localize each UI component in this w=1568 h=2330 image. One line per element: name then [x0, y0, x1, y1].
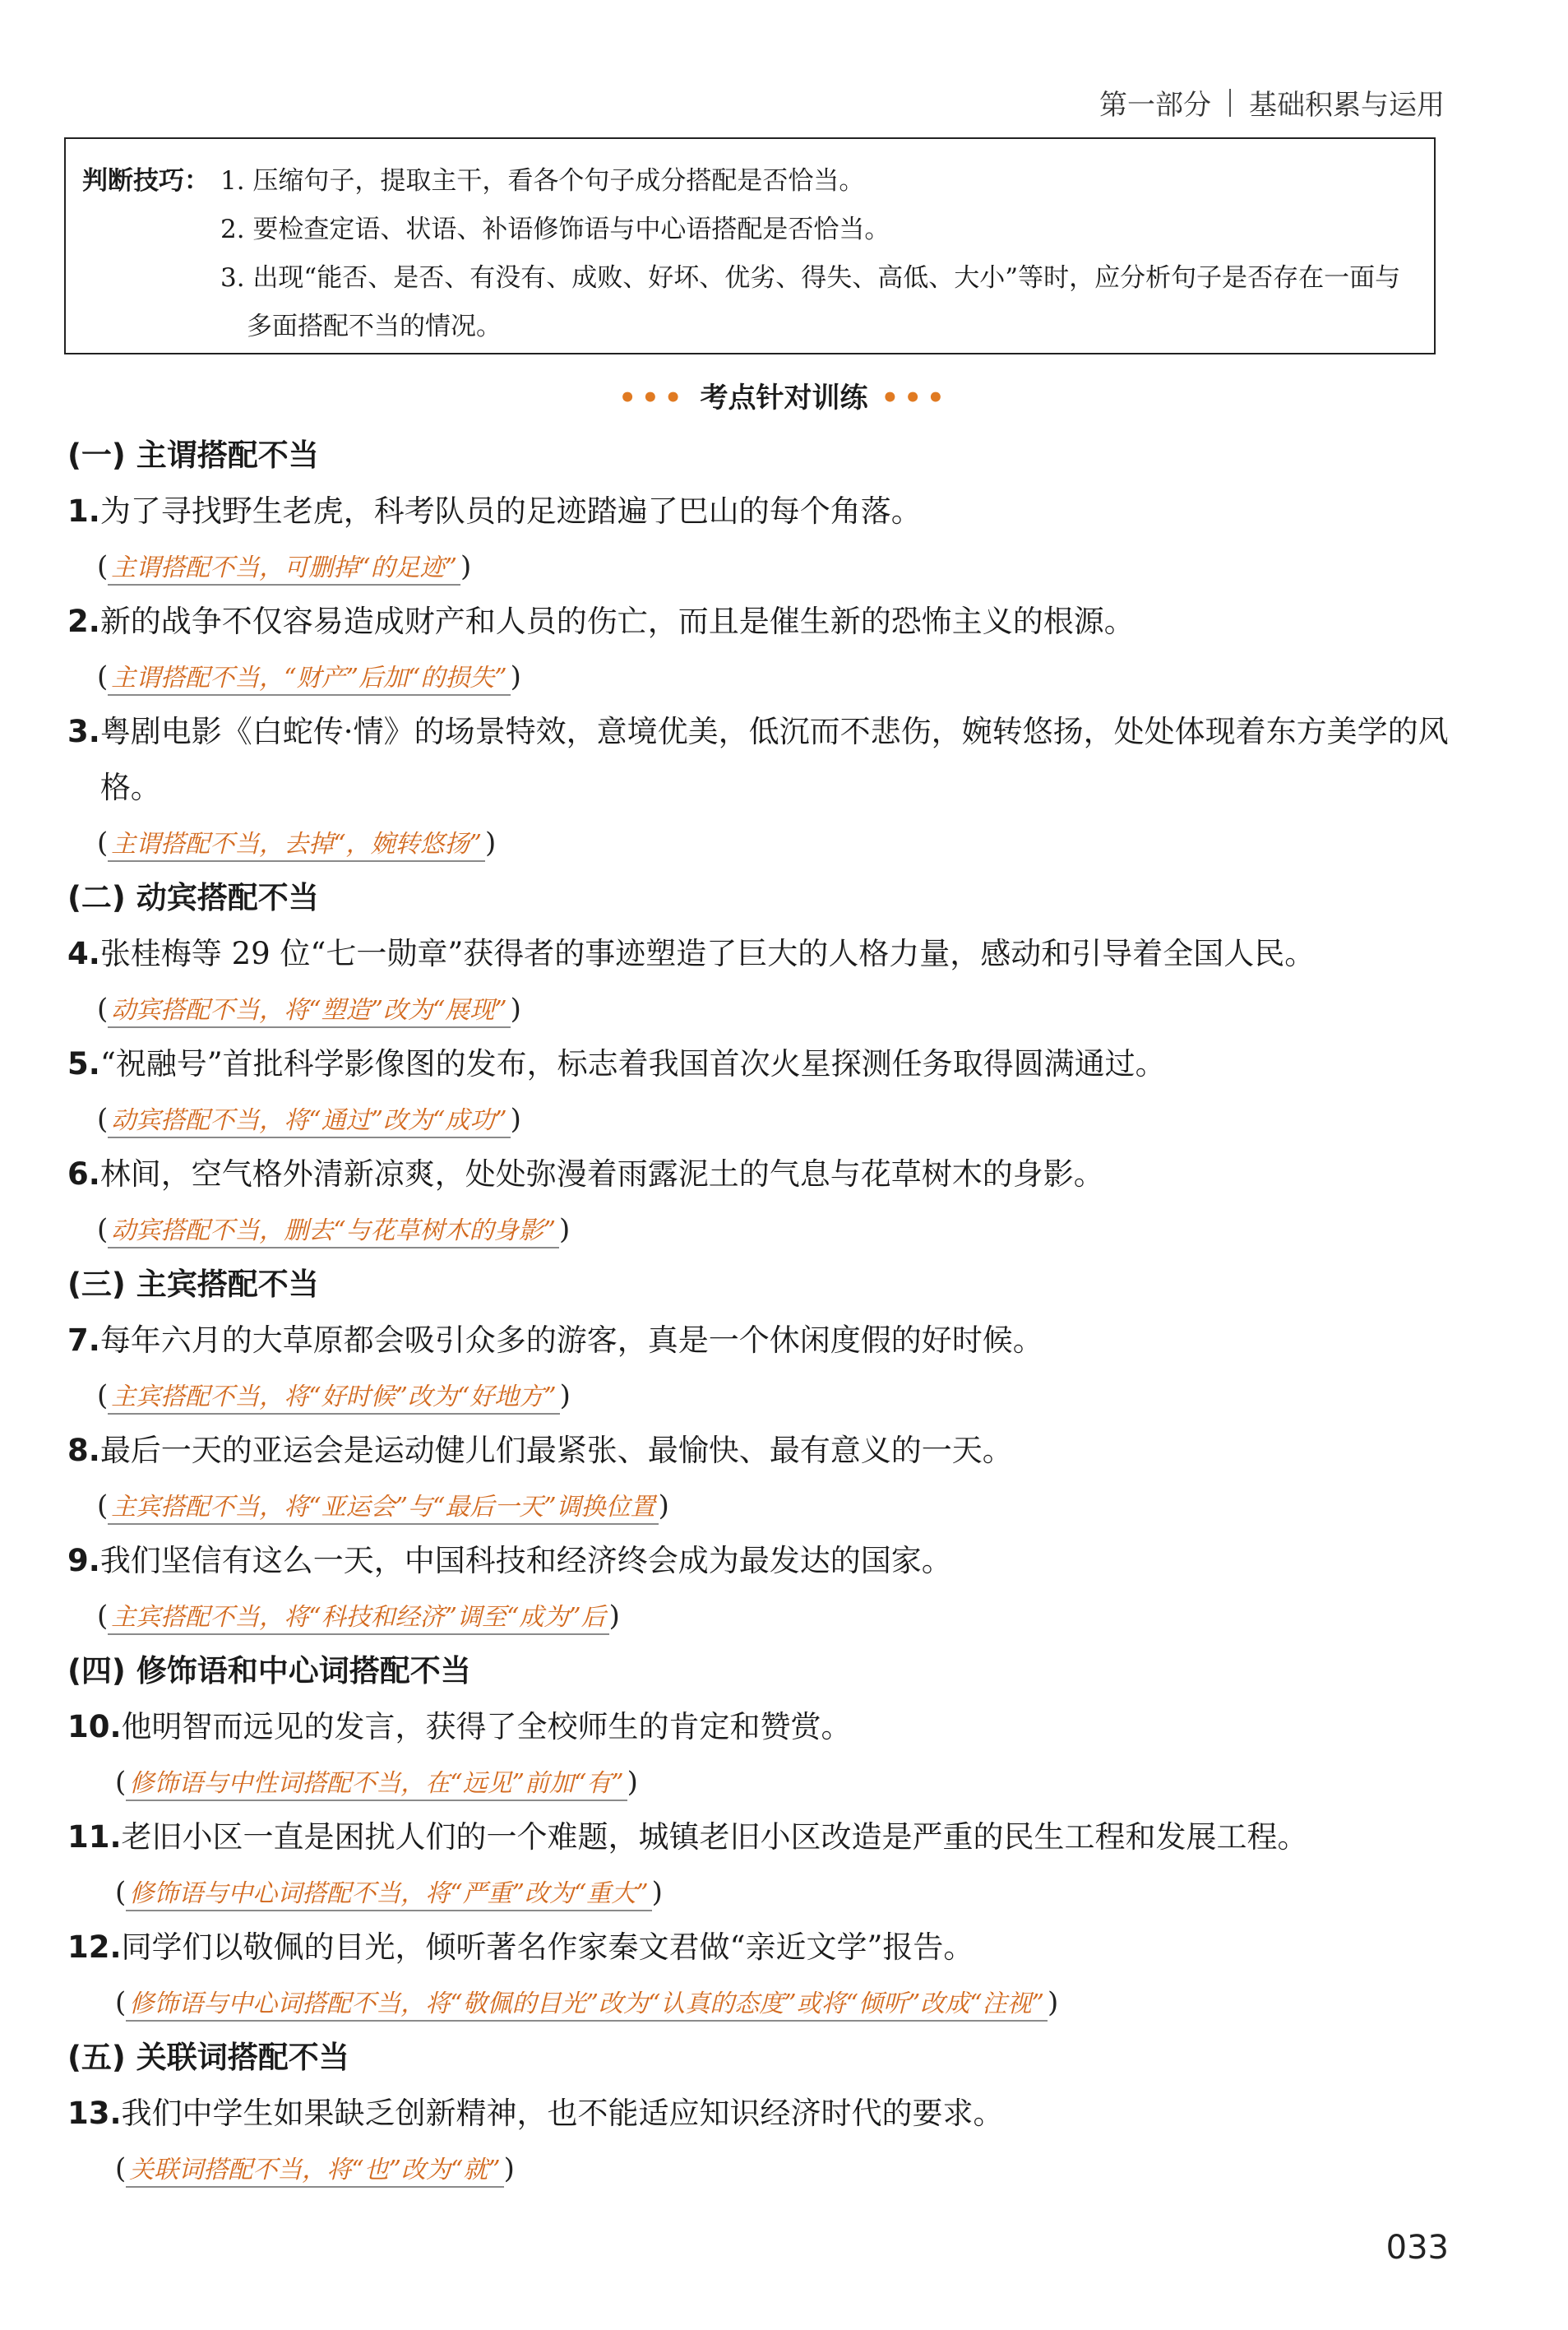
answer-line: ( 动宾搭配不当，删去“与花草树木的身影” ): [67, 1202, 1449, 1257]
answer-text: 主宾搭配不当，将“亚运会”与“最后一天”调换位置: [108, 1493, 658, 1525]
exercise-list: [67, 428, 1449, 2196]
answer-line: ( 修饰语与中心词搭配不当，将“敬佩的目光”改为“认真的态度”或将“倾听”改成“注视” ): [67, 1976, 1449, 2030]
question: [67, 1313, 1449, 1369]
question: [67, 1920, 1449, 1976]
question-text: 每年六月的大草原都会吸引众多的游客，真是一个休闲度假的好时候。: [99, 1322, 1043, 1358]
answer-line: ( 修饰语与中性词搭配不当，在“远见”前加“有” ): [67, 1755, 1449, 1809]
question: [67, 1699, 1449, 1755]
answer-text: 主宾搭配不当，将“科技和经济”调至“成为”后: [108, 1603, 608, 1635]
question-number: 8.: [67, 1433, 100, 1468]
question-number: 9.: [67, 1543, 100, 1578]
question: [67, 1809, 1449, 1865]
category-title: (五) 关联词搭配不当: [67, 2040, 349, 2075]
question: [67, 484, 1449, 540]
question-text: 最后一天的亚运会是运动健儿们最紧张、最愉快、最有意义的一天。: [99, 1433, 1013, 1468]
answer-line: ( 关联词搭配不当，将“也”改为“就” ): [67, 2142, 1449, 2196]
answer-line: ( 主宾搭配不当，将“科技和经济”调至“成为”后 ): [67, 1589, 1449, 1643]
answer-line: ( 动宾搭配不当，将“通过”改为“成功” ): [67, 1092, 1449, 1146]
question: [67, 1423, 1449, 1479]
question-number: 7.: [67, 1322, 100, 1358]
answer-text: 主谓搭配不当，“财产”后加“的损失”: [108, 664, 510, 696]
question-number: 6.: [67, 1156, 100, 1192]
question-number: 11.: [67, 1819, 122, 1855]
tips-line-2: [82, 206, 1414, 254]
answer-line: ( 修饰语与中心词搭配不当，将“严重”改为“重大” ): [67, 1865, 1449, 1920]
question: [67, 1036, 1449, 1092]
question-number: 13.: [67, 2096, 122, 2131]
part-label: 第一部分: [1099, 89, 1211, 122]
dots-right-icon: •••: [881, 382, 950, 415]
tips-line-3b: [82, 303, 1414, 351]
tip-1: 1. 压缩句子，提取主干，看各个句子成分搭配是否恰当。: [220, 166, 865, 196]
answer-line: ( 主谓搭配不当，可删掉“的足迹” ): [67, 540, 1449, 594]
category-title: (三) 主宾搭配不当: [67, 1267, 319, 1302]
answer-text: 修饰语与中心词搭配不当，将“严重”改为“重大”: [126, 1879, 651, 1911]
section-title: [0, 375, 1568, 415]
chapter-label: 基础积累与运用: [1249, 89, 1445, 122]
answer-line: ( 主宾搭配不当，将“好时候”改为“好地方” ): [67, 1369, 1449, 1423]
answer-text: 动宾搭配不当，将“通过”改为“成功”: [108, 1106, 510, 1138]
tip-3-cont: 多面搭配不当的情况。: [247, 312, 502, 341]
tips-line-1: [82, 157, 1414, 206]
answer-text: 修饰语与中性词搭配不当，在“远见”前加“有”: [126, 1769, 627, 1801]
answer-text: 修饰语与中心词搭配不当，将“敬佩的目光”改为“认真的态度”或将“倾听”改成“注视”: [126, 1990, 1048, 2022]
question: [67, 1533, 1449, 1589]
answer-text: 动宾搭配不当，删去“与花草树木的身影”: [108, 1216, 559, 1248]
answer-text: 主宾搭配不当，将“好时候”改为“好地方”: [108, 1383, 559, 1415]
answer-line: ( 主谓搭配不当，去掉“，婉转悠扬” ): [67, 816, 1449, 870]
dots-left-icon: •••: [618, 382, 687, 415]
question-text: 我们坚信有这么一天，中国科技和经济终会成为最发达的国家。: [99, 1543, 952, 1578]
question: [67, 594, 1449, 650]
tips-label: 判断技巧：: [82, 166, 210, 196]
question-text: 我们中学生如果缺乏创新精神，也不能适应知识经济时代的要求。: [121, 2096, 1004, 2131]
question-text: 他明智而远见的发言，获得了全校师生的肯定和赞赏。: [121, 1709, 852, 1744]
category-title: (一) 主谓搭配不当: [67, 438, 319, 473]
answer-text: 动宾搭配不当，将“塑造”改为“展现”: [108, 996, 510, 1028]
question-number: 10.: [67, 1709, 122, 1744]
tips-line-3: [82, 254, 1414, 303]
answer-line: ( 主谓搭配不当，“财产”后加“的损失” ): [67, 650, 1449, 704]
tip-3: 3. 出现“能否、是否、有没有、成败、好坏、优劣、得失、高低、大小”等时，应分析句子是否存在一面与: [220, 263, 1401, 293]
question-text: 粤剧电影《白蛇传·情》的场景特效，意境优美，低沉而不悲伤，婉转悠扬，处处体现着东方美学的风格。: [99, 714, 1449, 805]
answer-text: 主谓搭配不当，可删掉“的足迹”: [108, 554, 460, 586]
question-text: “祝融号”首批科学影像图的发布，标志着我国首次火星探测任务取得圆满通过。: [99, 1046, 1166, 1082]
category-title: (二) 动宾搭配不当: [67, 880, 319, 915]
header-divider: [1229, 89, 1231, 117]
category-title: (四) 修饰语和中心词搭配不当: [67, 1653, 471, 1688]
tip-2: 2. 要检查定语、状语、补语修饰语与中心语搭配是否恰当。: [220, 215, 890, 244]
question-number: 12.: [67, 1929, 122, 1965]
question: [67, 2086, 1449, 2142]
question-text: 老旧小区一直是困扰人们的一个难题，城镇老旧小区改造是严重的民生工程和发展工程。: [121, 1819, 1308, 1855]
question-number: 4.: [67, 936, 100, 971]
answer-text: 主谓搭配不当，去掉“，婉转悠扬”: [108, 830, 485, 862]
page-header: [1099, 82, 1445, 123]
page-number: 033: [1385, 2229, 1449, 2267]
answer-text: 关联词搭配不当，将“也”改为“就”: [126, 2156, 503, 2188]
section-title-text: 考点针对训练: [700, 382, 868, 415]
question-text: 新的战争不仅容易造成财产和人员的伤亡，而且是催生新的恐怖主义的根源。: [99, 604, 1135, 639]
answer-line: ( 动宾搭配不当，将“塑造”改为“展现” ): [67, 982, 1449, 1036]
question: [67, 1146, 1449, 1202]
question: [67, 704, 1449, 816]
question-text: 为了寻找野生老虎，科考队员的足迹踏遍了巴山的每个角落。: [99, 493, 922, 529]
question-number: 2.: [67, 604, 100, 639]
question-number: 3.: [67, 714, 100, 749]
tips-box: [64, 137, 1436, 354]
question: [67, 926, 1449, 982]
question-number: 5.: [67, 1046, 100, 1082]
answer-line: ( 主宾搭配不当，将“亚运会”与“最后一天”调换位置 ): [67, 1479, 1449, 1533]
question-text: 同学们以敬佩的目光，倾听著名作家秦文君做“亲近文学”报告。: [121, 1929, 974, 1965]
question-text: 林间，空气格外清新凉爽，处处弥漫着雨露泥土的气息与花草树木的身影。: [99, 1156, 1104, 1192]
question-text: 张桂梅等 29 位“七一勋章”获得者的事迹塑造了巨大的人格力量，感动和引导着全国人民。: [99, 936, 1316, 971]
question-number: 1.: [67, 493, 100, 529]
